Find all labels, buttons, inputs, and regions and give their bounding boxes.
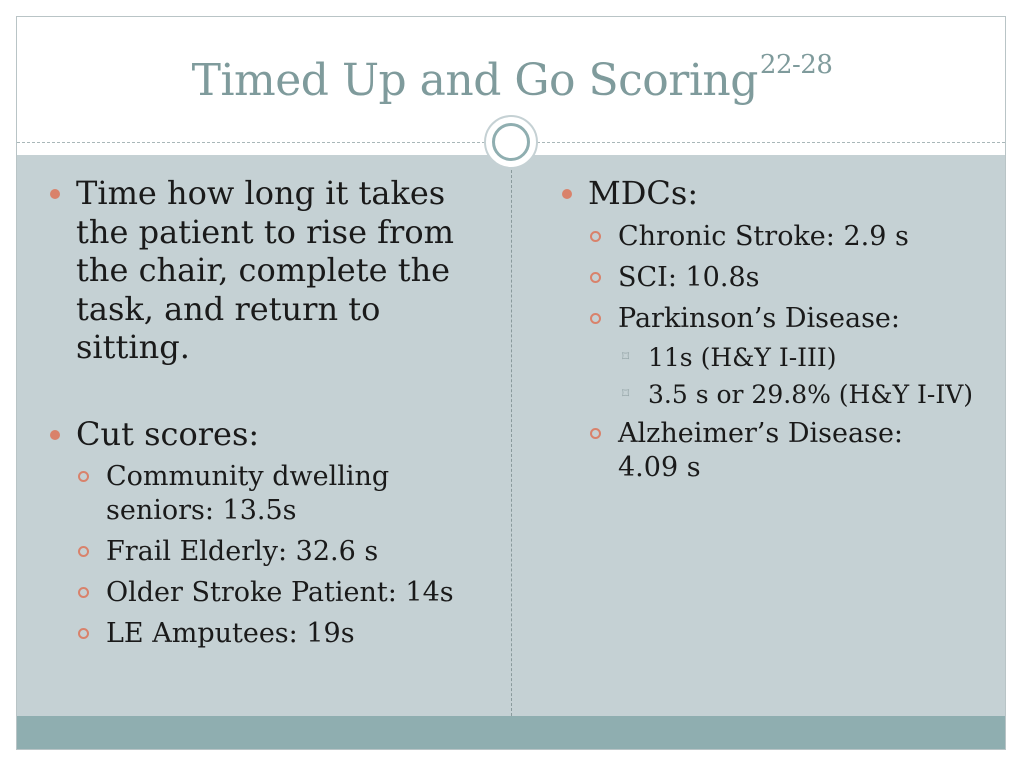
mdc-item: SCI: 10.8s (588, 261, 1000, 295)
bullet-cut-scores (48, 415, 488, 652)
cut-score-item: Community dwelling seniors: 13.5s (76, 460, 488, 528)
title-superscript: 22-28 (759, 50, 833, 80)
right-column (560, 174, 1000, 485)
column-divider (511, 170, 512, 716)
bullet-text: Cut scores: (76, 414, 260, 453)
bullet-instructions (48, 174, 488, 367)
bottom-bar (17, 716, 1005, 749)
cut-score-item: Frail Elderly: 32.6 s (76, 535, 488, 569)
parkinsons-item: ⌑ 11s (H&Y I-III) (618, 342, 1000, 373)
mdc-item-parkinsons (588, 302, 1000, 410)
slide-title-text: Timed Up and Go Scoring (191, 55, 758, 106)
bullet-text: MDCs: (588, 174, 699, 212)
mdc-item: Chronic Stroke: 2.9 s (588, 220, 1000, 254)
slide-title (0, 50, 1024, 106)
cut-scores-list (76, 460, 488, 651)
circle-ornament-icon (484, 115, 538, 169)
parkinsons-item: ⌑ 3.5 s or 29.8% (H&Y I-IV) (618, 379, 1000, 410)
mdcs-list (588, 220, 1000, 485)
bullet-text: Time how long it takes the patient to rise from the chair, complete the task, and return to sitting. (76, 174, 454, 366)
parkinsons-list (618, 342, 1000, 410)
left-bullet-list (48, 174, 488, 651)
mdc-item: Alzheimer’s Disease: 4.09 s (588, 417, 918, 485)
bullet-mdcs (560, 174, 1000, 485)
left-column (48, 174, 488, 651)
cut-score-item: Older Stroke Patient: 14s (76, 576, 488, 610)
mdc-item-text: Parkinson’s Disease: (618, 302, 901, 334)
right-bullet-list (560, 174, 1000, 485)
cut-score-item: LE Amputees: 19s (76, 617, 488, 651)
